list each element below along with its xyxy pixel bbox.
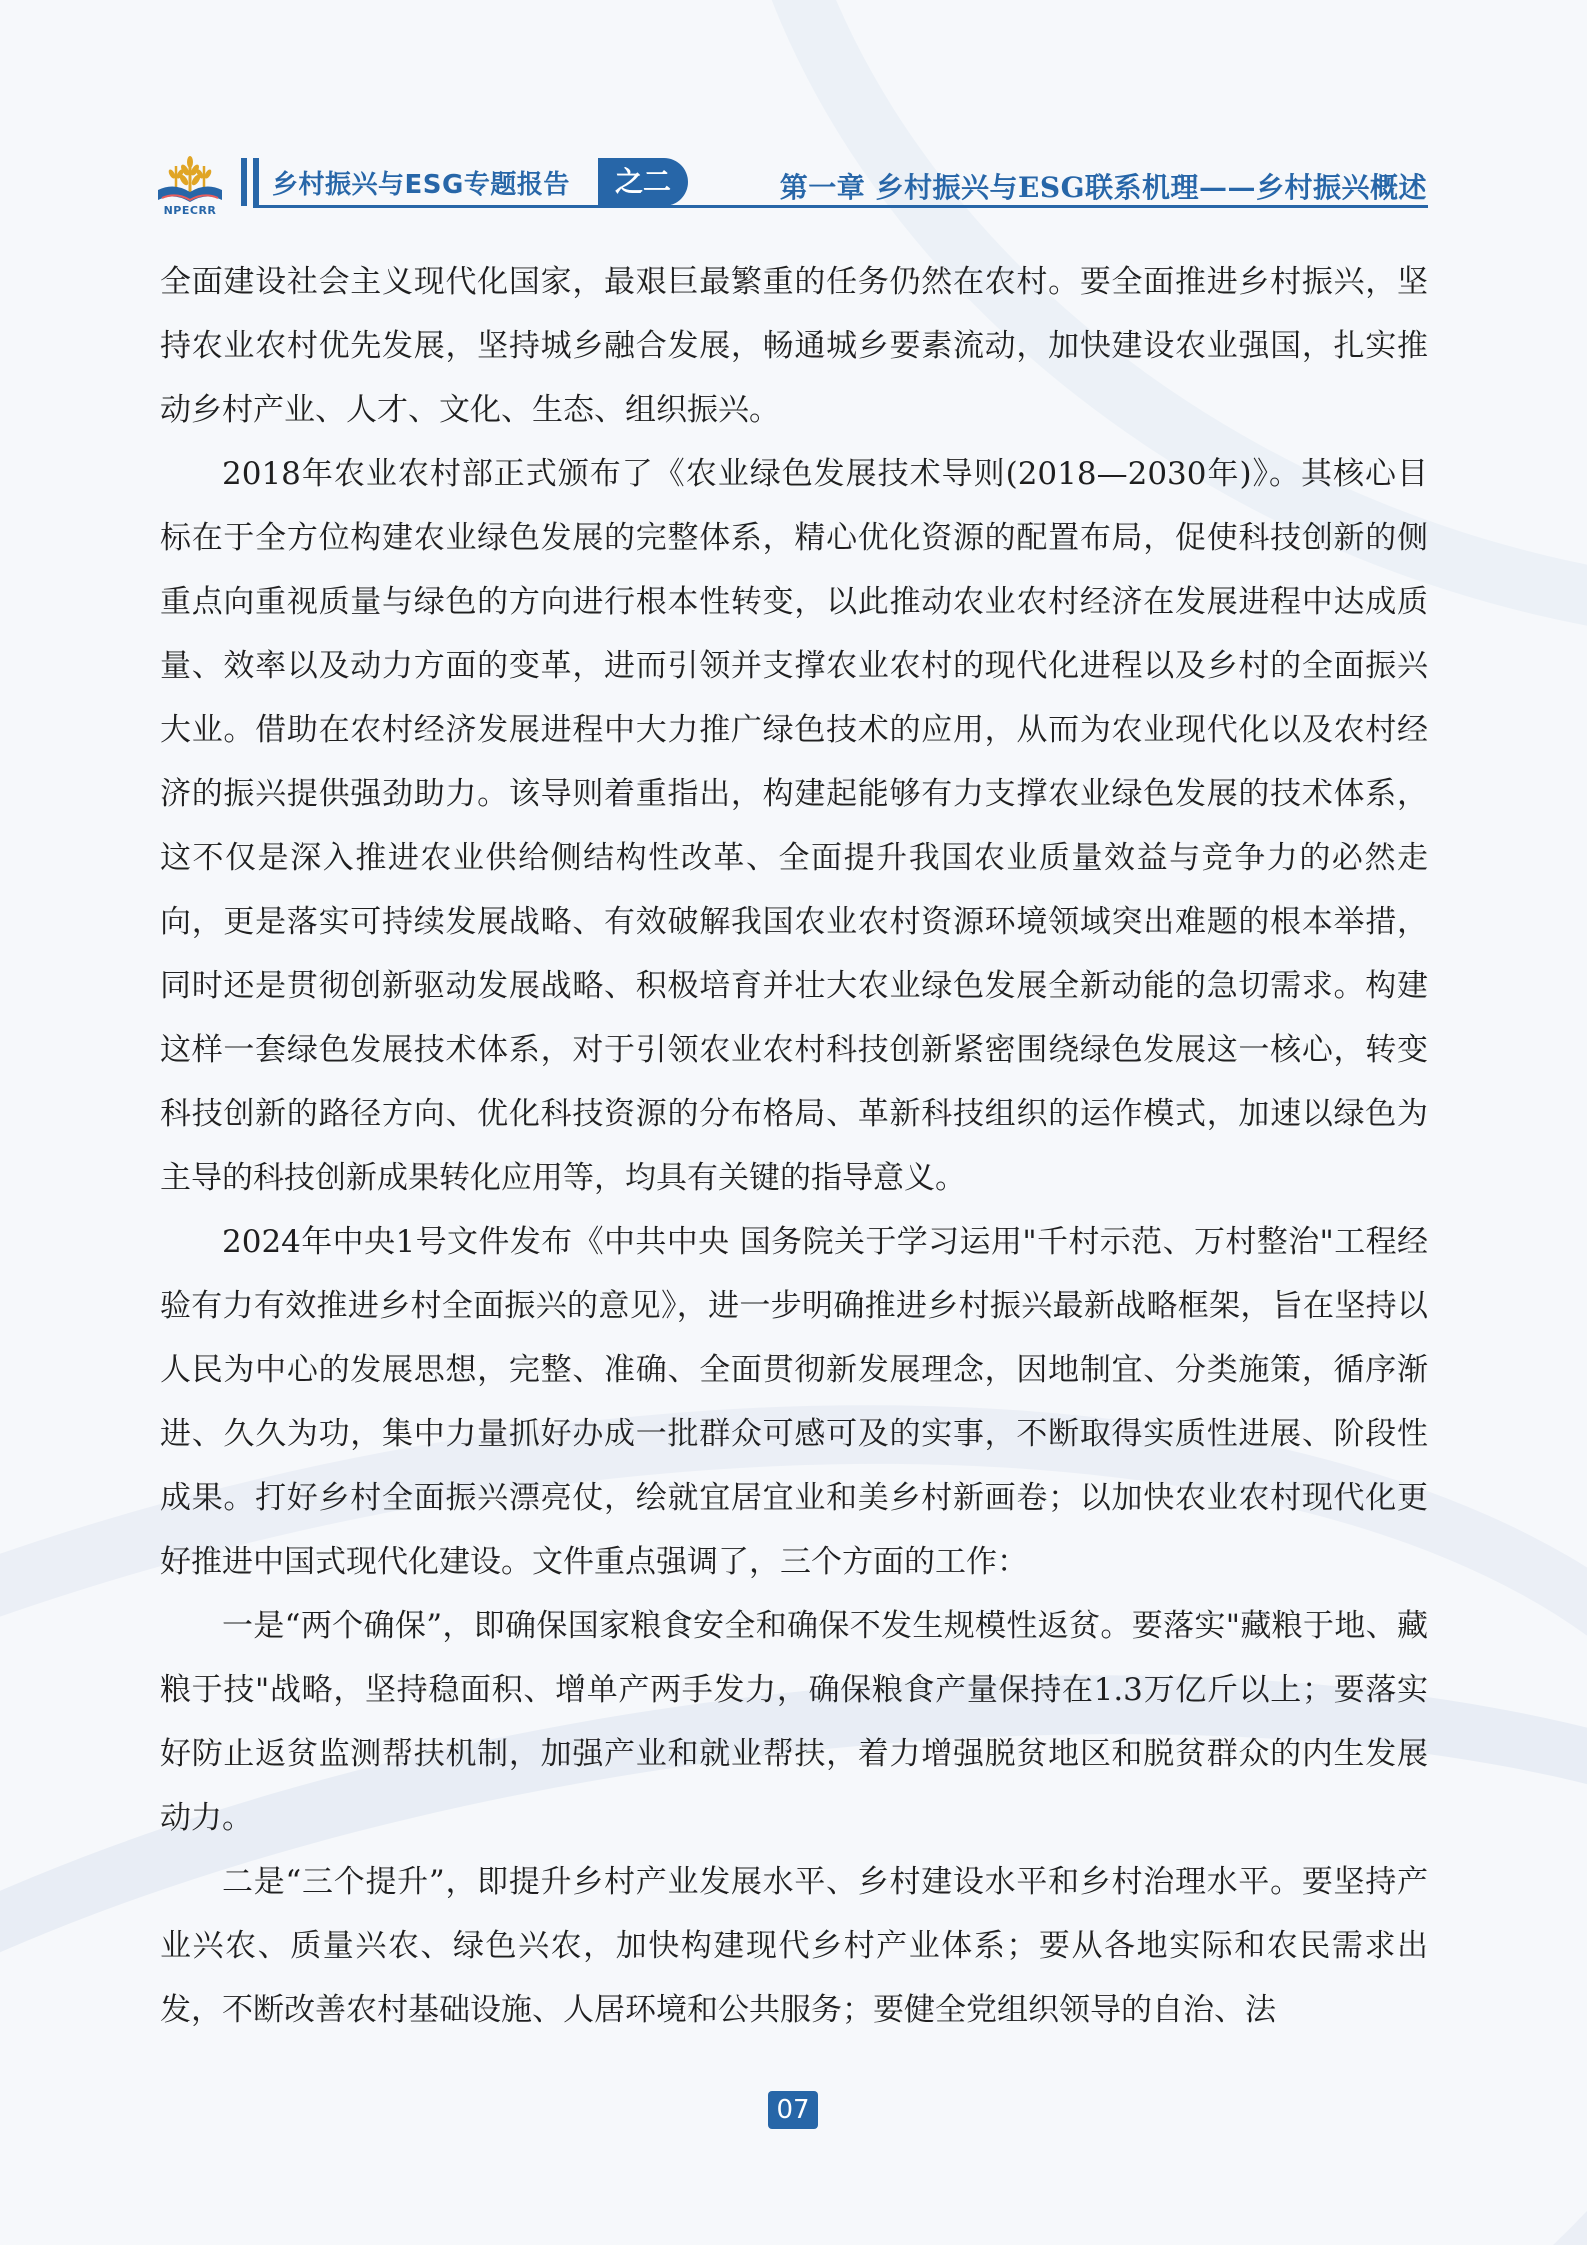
paragraph: 全面建设社会主义现代化国家，最艰巨最繁重的任务仍然在农村。要全面推进乡村振兴，坚持农业农村优先发展，坚持城乡融合发展，畅通城乡要素流动，加快建设农业强国，扎实推动乡村产业、人才、文化、生态、组织振兴。 [160,264,1428,428]
body-text [160,250,1428,2042]
paragraph: 一是“两个确保”，即确保国家粮食安全和确保不发生规模性返贫。要落实"藏粮于地、藏粮于技"战略，坚持稳面积、增单产两手发力，确保粮食产量保持在1.3万亿斤以上；要落实好防止返贫监测帮扶机制，加强产业和就业帮扶，着力增强脱贫地区和脱贫群众的内生发展动力。 [160,1608,1428,1836]
chapter-title: 第一章 乡村振兴与ESG联系机理——乡村振兴概述 [779,171,1427,204]
paragraph: 2018年农业农村部正式颁布了《农业绿色发展技术导则(2018—2030年)》。其核心目标在于全方位构建农业绿色发展的完整体系，精心优化资源的配置布局，促使科技创新的侧重点向重视质量与绿色的方向进行根本性转变，以此推动农业农村经济在发展进程中达成质量、效率以及动力方面的变革，进而引领并支撑农业农村的现代化进程以及乡村的全面振兴大业。借助在农村经济发展进程中大力推广绿色技术的应用，从而为农业现代化以及农村经济的振兴提供强劲助力。该导则着重指出，构建起能够有力支撑农业绿色发展的技术体系，这不仅是深入推进农业供给侧结构性改革、全面提升我国农业质量效益与竞争力的必然走向，更是落实可持续发展战略、有效破解我国农业农村资源环境领域突出难题的根本举措，同时还是贯彻创新驱动发展战略、积极培育并壮大农业绿色发展全新动能的急切需求。构建这样一套绿色发展技术体系，对于引领农业农村科技创新紧密围绕绿色发展这一核心，转变科技创新的路径方向、优化科技资源的分布格局、革新科技组织的运作模式，加速以绿色为主导的科技创新成果转化应用等，均具有关键的指导意义。 [160,456,1428,1196]
report-series-badge: 之二 [598,158,688,206]
page-number: 07 [768,2091,818,2129]
header-accent-bar [241,158,247,206]
header-accent-bar [253,158,259,206]
paragraph: 2024年中央1号文件发布《中共中央 国务院关于学习运用"千村示范、万村整治"工程经验有力有效推进乡村全面振兴的意见》，进一步明确推进乡村振兴最新战略框架，旨在坚持以人民为中心的发展思想，完整、准确、全面贯彻新发展理念，因地制宜、分类施策，循序渐进、久久为功，集中力量抓好办成一批群众可感可及的实事，不断取得实质性进展、阶段性成果。打好乡村全面振兴漂亮仗，绘就宜居宜业和美乡村新画卷；以加快农业农村现代化更好推进中国式现代化建设。文件重点强调了，三个方面的工作： [160,1224,1428,1580]
page-header [0,0,1587,230]
report-title: 乡村振兴与ESG专题报告 [272,170,570,200]
logo-text: NPECRR [163,204,217,217]
paragraph: 二是“三个提升”，即提升乡村产业发展水平、乡村建设水平和乡村治理水平。要坚持产业兴农、质量兴农、绿色兴农，加快构建现代乡村产业体系；要从各地实际和农民需求出发，不断改善农村基础设施、人居环境和公共服务；要健全党组织领导的自治、法 [160,1864,1428,2028]
